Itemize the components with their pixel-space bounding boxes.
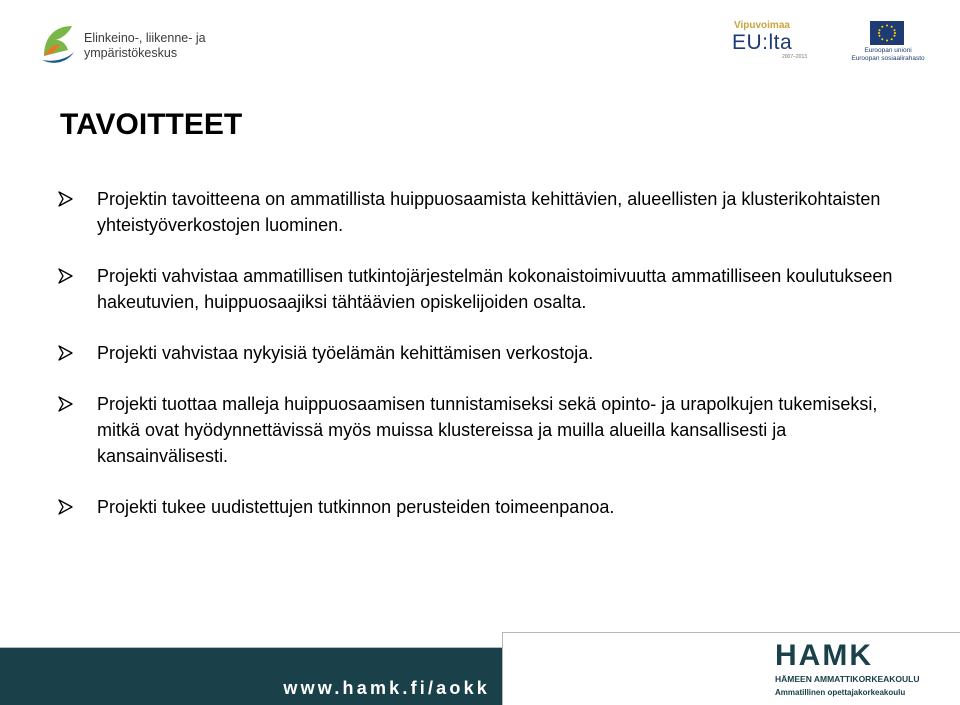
bullet-list — [58, 186, 918, 520]
bullet-item — [58, 340, 918, 366]
eu-label-line1: Euroopan unioni — [864, 47, 912, 54]
eu-flag-icon — [870, 21, 904, 45]
footer-url-link[interactable]: www.hamk.fi/aokk — [283, 678, 490, 698]
arrow-bullet-icon — [58, 499, 74, 515]
arrow-bullet-icon — [58, 396, 74, 412]
bullet-text: Projektin tavoitteena on ammatillista huippuosaamista kehittävien, alueellisten ja klusterikohtaisten yhteistyöverkostojen luominen. — [97, 189, 881, 235]
bullet-item — [58, 186, 918, 238]
arrow-bullet-icon — [58, 268, 74, 284]
arrow-bullet-icon — [58, 345, 74, 361]
hamk-logo-unit: Ammatillinen opettajakorkeakoulu — [775, 688, 906, 697]
bullet-item — [58, 391, 918, 469]
hamk-logo-subtitle: HÄMEEN AMMATTIKORKEAKOULU — [775, 674, 920, 684]
vipuvoimaa-small-text: Vipuvoimaa — [734, 20, 790, 31]
eu-label-line2: Euroopan sosiaalirahasto — [851, 55, 925, 62]
ely-logo-line2: ympäristökeskus — [84, 46, 178, 60]
eu-label — [848, 47, 928, 63]
bullet-text: Projekti tuottaa malleja huippuosaamisen tunnistamiseksi sekä opinto- ja urapolkujen tukemiseksi, mitkä ovat hyödynnettävissä myös muissa klustereissa ja muilla alueilla kansallisesti ja kansainvälisesti. — [97, 394, 878, 466]
bullet-text: Projekti tukee uudistettujen tutkinnon perusteiden toimeenpanoa. — [97, 497, 615, 517]
slide-title: TAVOITTEET — [60, 108, 243, 141]
hamk-logo — [502, 632, 960, 705]
bullet-item — [58, 263, 918, 315]
footer-bar — [0, 648, 502, 705]
arrow-bullet-icon — [58, 191, 74, 207]
hamk-logo-name: HAMK — [775, 639, 873, 672]
bullet-text: Projekti vahvistaa ammatillisen tutkintojärjestelmän kokonaistoimivuutta ammatilliseen koulutukseen hakeutuvien, huippuosaajiksi tähtäävien opiskelijoiden osalta. — [97, 266, 893, 312]
bullet-item — [58, 494, 918, 520]
ely-logo-line1: Elinkeino-, liikenne- ja — [84, 31, 206, 45]
vipuvoimaa-years: 2007–2013 — [782, 54, 808, 60]
ely-leaf-icon — [38, 22, 78, 64]
vipuvoimaa-big-text: EU:lta — [732, 31, 793, 54]
ely-logo-text — [84, 31, 206, 61]
ely-logo — [38, 22, 238, 66]
bullet-text: Projekti vahvistaa nykyisiä työelämän kehittämisen verkostoja. — [97, 343, 594, 363]
eu-logos — [730, 18, 930, 64]
